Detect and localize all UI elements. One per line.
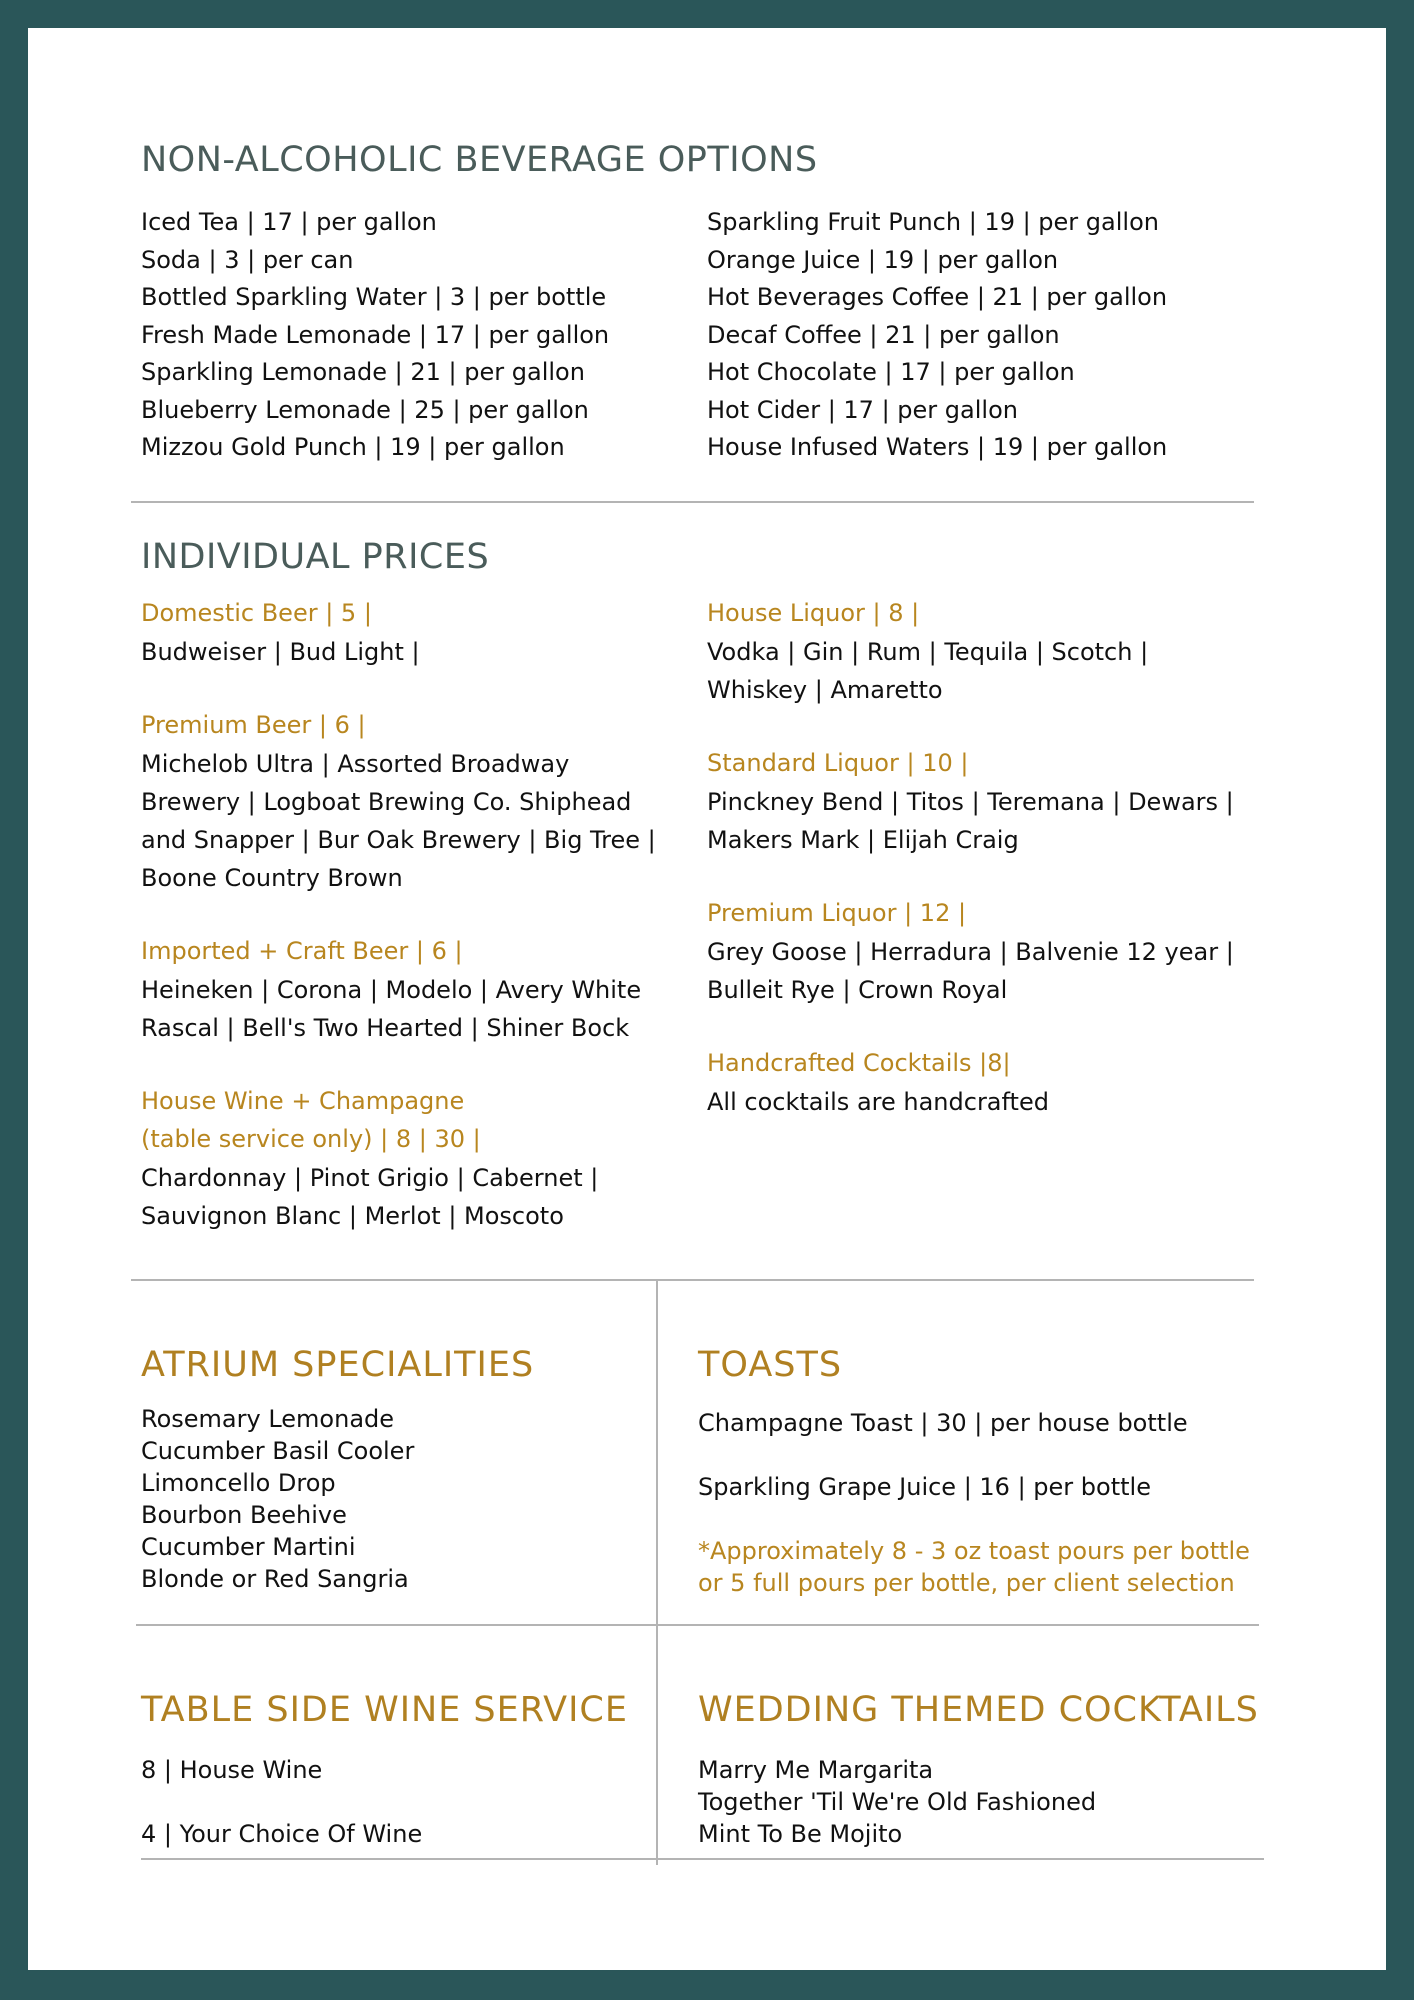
wedding-title: WEDDING THEMED COCKTAILS — [698, 1690, 1259, 1730]
category-title: Standard Liquor | 10 | — [707, 749, 969, 777]
list-item: Soda | 3 | per can — [141, 245, 354, 274]
list-item: Sparkling Fruit Punch | 19 | per gallon — [707, 208, 1159, 236]
list-item: Hot Beverages Coffee | 21 | per gallon — [707, 283, 1168, 311]
category-title: Premium Liquor | 12 | — [707, 899, 967, 927]
list-item: 8 | House Wine — [141, 1756, 323, 1784]
list-item: Bottled Sparkling Water | 3 | per bottle — [141, 283, 607, 311]
list-item: Decaf Coffee | 21 | per gallon — [707, 320, 1060, 349]
list-item: Iced Tea | 17 | per gallon — [141, 208, 437, 236]
house-liquor-section — [707, 594, 1237, 709]
category-description: Budweiser | Bud Light | — [141, 638, 420, 666]
list-item: Together 'Til We're Old Fashioned — [698, 1788, 1097, 1816]
category-description: All cocktails are handcrafted — [707, 1088, 1049, 1116]
non-alcoholic-left-list — [141, 204, 609, 467]
divider — [131, 501, 1254, 503]
list-item: Blueberry Lemonade | 25 | per gallon — [141, 395, 589, 424]
premium-liquor-section — [707, 894, 1237, 1009]
category-title: Handcrafted Cocktails |8| — [707, 1049, 1011, 1077]
category-title: Imported + Craft Beer | 6 | — [141, 937, 463, 965]
individual-prices-title: INDIVIDUAL PRICES — [141, 537, 490, 577]
list-item: Fresh Made Lemonade | 17 | per gallon — [141, 320, 610, 349]
list-item: Hot Cider | 17 | per gallon — [707, 395, 1018, 424]
divider — [131, 1279, 1254, 1281]
house-wine-section — [141, 1082, 661, 1235]
category-description: Michelob Ultra | Assorted Broadway Brewery | Logboat Brewing Co. Shiphead and Snapper | Bur Oak Brewery | Big Tree | Boone Country Brown — [141, 750, 656, 892]
premium-beer-section — [141, 706, 661, 897]
list-item: Bourbon Beehive — [141, 1501, 347, 1529]
cocktails-section — [707, 1044, 1237, 1121]
category-description: Chardonnay | Pinot Grigio | Cabernet | Sauvignon Blanc | Merlot | Moscoto — [141, 1164, 599, 1230]
wedding-list — [698, 1754, 1096, 1850]
list-item: Marry Me Margarita — [698, 1756, 934, 1784]
individual-right-column — [707, 594, 1237, 1156]
category-title: House Liquor | 8 | — [707, 599, 920, 627]
atrium-list — [141, 1403, 414, 1595]
individual-left-column — [141, 594, 661, 1270]
list-item: Hot Chocolate | 17 | per gallon — [707, 358, 1075, 386]
list-item: House Infused Waters | 19 | per gallon — [707, 433, 1168, 461]
category-title: House Wine + Champagne — [141, 1087, 465, 1115]
standard-liquor-section — [707, 744, 1237, 859]
list-item: Sparkling Grape Juice | 16 | per bottle — [698, 1473, 1151, 1501]
list-item: Mint To Be Mojito — [698, 1820, 903, 1848]
category-description: Pinckney Bend | Titos | Teremana | Dewars | Makers Mark | Elijah Craig — [707, 788, 1234, 854]
list-item: Cucumber Basil Cooler — [141, 1437, 415, 1465]
divider — [136, 1624, 1259, 1626]
list-item: Limoncello Drop — [141, 1469, 336, 1497]
category-title: Domestic Beer | 5 | — [141, 599, 372, 627]
category-description: Vodka | Gin | Rum | Tequila | Scotch | Whiskey | Amaretto — [707, 638, 1149, 704]
table-wine-title: TABLE SIDE WINE SERVICE — [141, 1690, 628, 1730]
category-description: Heineken | Corona | Modelo | Avery White Rascal | Bell's Two Hearted | Shiner Bock — [141, 976, 642, 1042]
category-title-sub: (table service only) | 8 | 30 | — [141, 1125, 481, 1153]
list-item: Mizzou Gold Punch | 19 | per gallon — [141, 433, 565, 461]
list-item: Orange Juice | 19 | per gallon — [707, 245, 1059, 274]
imported-beer-section — [141, 932, 661, 1047]
table-wine-list — [141, 1754, 422, 1850]
list-item: Cucumber Martini — [141, 1533, 356, 1561]
column-divider — [656, 1279, 658, 1865]
toasts-list — [698, 1407, 1258, 1599]
list-item: Blonde or Red Sangria — [141, 1565, 409, 1593]
atrium-title: ATRIUM SPECIALITIES — [141, 1345, 535, 1385]
list-item: Rosemary Lemonade — [141, 1405, 395, 1433]
list-item: Champagne Toast | 30 | per house bottle — [698, 1409, 1188, 1437]
category-description: Grey Goose | Herradura | Balvenie 12 year | Bulleit Rye | Crown Royal — [707, 938, 1234, 1004]
list-item: Sparkling Lemonade | 21 | per gallon — [141, 358, 585, 386]
toasts-note: *Approximately 8 - 3 oz toast pours per bottle or 5 full pours per bottle, per client selection — [698, 1537, 1250, 1597]
menu-page — [28, 28, 1386, 1970]
non-alcoholic-title: NON-ALCOHOLIC BEVERAGE OPTIONS — [141, 140, 818, 180]
list-item: 4 | Your Choice Of Wine — [141, 1820, 423, 1848]
domestic-beer-section — [141, 594, 661, 671]
toasts-title: TOASTS — [698, 1345, 843, 1385]
non-alcoholic-right-list — [707, 204, 1167, 467]
category-title: Premium Beer | 6 | — [141, 711, 366, 739]
divider — [141, 1858, 1264, 1860]
